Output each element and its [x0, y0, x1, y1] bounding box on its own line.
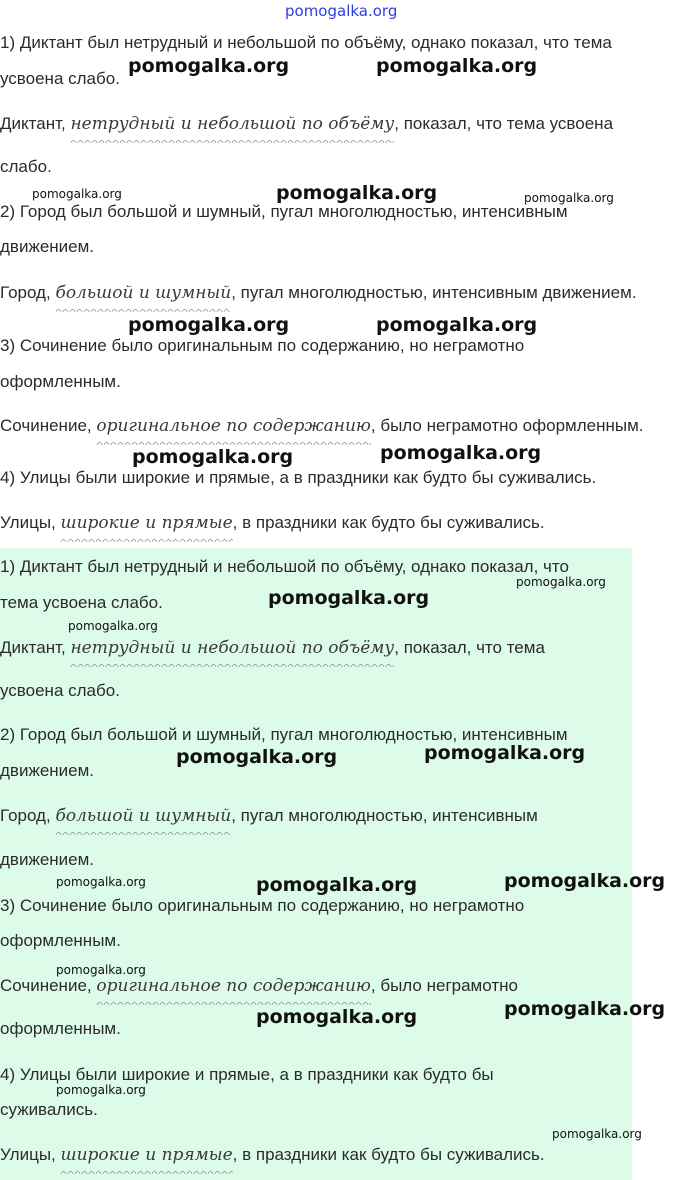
rewrite-1-post: , показал, что тема усвоена	[394, 114, 614, 133]
sentence-1-line-2: усвоена слабо.	[0, 69, 120, 88]
sentence-2-line-1: 2) Город был большой и шумный, пугал многолюдностью, интенсивным	[0, 202, 568, 221]
answer-rewrite-1	[0, 630, 545, 666]
rewrite-1-line-2: слабо.	[0, 157, 52, 176]
watermark: pomogalka.org	[68, 619, 158, 633]
rewrite-1-pre: Диктант,	[0, 114, 71, 133]
watermark: pomogalka.org	[380, 442, 542, 464]
answer-rewrite-1-phrase: нетрудный и небольшой по объёму	[70, 638, 395, 658]
sentence-3-line-1: 3) Сочинение было оригинальным по содержанию, но неграмотно	[0, 336, 525, 355]
rewrite-2-pre: Город,	[0, 283, 56, 302]
answer-rewrite-1-line-2: усвоена слабо.	[0, 681, 120, 700]
watermark: pomogalka.org	[424, 742, 586, 764]
answer-rewrite-2-line-2: движением.	[0, 850, 95, 869]
answer-rewrite-4	[0, 1137, 545, 1173]
answer-rewrite-3-phrase: оригинальное по содержанию	[96, 976, 371, 996]
answer-sentence-1-line-1: 1) Диктант был нетрудный и небольшой по объёму, однако показал, что	[0, 557, 569, 576]
rewrite-4-post: , в праздники как будто бы суживались.	[232, 513, 545, 532]
watermark: pomogalka.org	[516, 575, 606, 589]
rewrite-3-pre: Сочинение,	[0, 416, 97, 435]
watermark: pomogalka.org	[552, 1127, 642, 1141]
answer-rewrite-2-post: , пугал многолюдностью, интенсивным	[231, 806, 538, 825]
watermark: pomogalka.org	[32, 187, 122, 201]
rewrite-3-phrase: оригинальное по содержанию	[96, 416, 371, 436]
rewrite-2-phrase: большой и шумный	[55, 283, 232, 303]
rewrite-1-phrase: нетрудный и небольшой по объёму	[70, 114, 395, 134]
sentence-1-line-1: 1) Диктант был нетрудный и небольшой по объёму, однако показал, что тема	[0, 33, 612, 52]
answer-rewrite-1-pre: Диктант,	[0, 638, 71, 657]
answer-sentence-1-line-2: тема усвоена слабо.	[0, 593, 163, 612]
answer-rewrite-4-phrase: широкие и прямые	[60, 1145, 233, 1165]
answer-sentence-2-line-1: 2) Город был большой и шумный, пугал многолюдностью, интенсивным	[0, 725, 568, 744]
watermark: pomogalka.org	[56, 1083, 146, 1097]
watermark: pomogalka.org	[276, 182, 438, 204]
answer-rewrite-4-post: , в праздники как будто бы суживались.	[232, 1145, 545, 1164]
watermark: pomogalka.org	[256, 1006, 418, 1028]
answer-rewrite-3-post: , было неграмотно	[370, 976, 518, 995]
watermark: pomogalka.org	[376, 55, 538, 77]
rewrite-3-post: , было неграмотно оформленным.	[370, 416, 644, 435]
answer-rewrite-3-line-2: оформленным.	[0, 1019, 121, 1038]
watermark: pomogalka.org	[504, 870, 666, 892]
header-link[interactable]: pomogalka.org	[285, 2, 398, 20]
watermark: pomogalka.org	[376, 314, 538, 336]
answer-rewrite-1-post: , показал, что тема	[394, 638, 545, 657]
watermark: pomogalka.org	[524, 191, 614, 205]
answer-rewrite-3-pre: Сочинение,	[0, 976, 97, 995]
rewrite-3	[0, 408, 644, 444]
watermark: pomogalka.org	[56, 875, 146, 889]
rewrite-2-post: , пугал многолюдностью, интенсивным движением.	[231, 283, 637, 302]
answer-sentence-4-line-2: суживались.	[0, 1100, 98, 1119]
answer-rewrite-4-pre: Улицы,	[0, 1145, 61, 1164]
watermark: pomogalka.org	[128, 314, 290, 336]
answer-rewrite-2-pre: Город,	[0, 806, 56, 825]
watermark: pomogalka.org	[128, 55, 290, 77]
watermark: pomogalka.org	[256, 874, 418, 896]
rewrite-1	[0, 106, 613, 142]
watermark: pomogalka.org	[268, 587, 430, 609]
watermark: pomogalka.org	[56, 963, 146, 977]
answer-sentence-3-line-2: оформленным.	[0, 931, 121, 950]
rewrite-4-phrase: широкие и прямые	[60, 513, 233, 533]
rewrite-2	[0, 275, 637, 311]
answer-rewrite-2	[0, 798, 538, 834]
rewrite-4-pre: Улицы,	[0, 513, 61, 532]
answer-rewrite-2-phrase: большой и шумный	[55, 806, 232, 826]
sentence-3-line-2: оформленным.	[0, 372, 121, 391]
watermark: pomogalka.org	[132, 446, 294, 468]
answer-sentence-2-line-2: движением.	[0, 761, 95, 780]
watermark: pomogalka.org	[176, 746, 338, 768]
answer-sentence-3-line-1: 3) Сочинение было оригинальным по содержанию, но неграмотно	[0, 896, 525, 915]
rewrite-4	[0, 505, 545, 541]
sentence-2-line-2: движением.	[0, 237, 95, 256]
sentence-4: 4) Улицы были широкие и прямые, а в праздники как будто бы суживались.	[0, 468, 597, 487]
watermark: pomogalka.org	[504, 998, 666, 1020]
answer-sentence-4-line-1: 4) Улицы были широкие и прямые, а в праздники как будто бы	[0, 1065, 494, 1084]
